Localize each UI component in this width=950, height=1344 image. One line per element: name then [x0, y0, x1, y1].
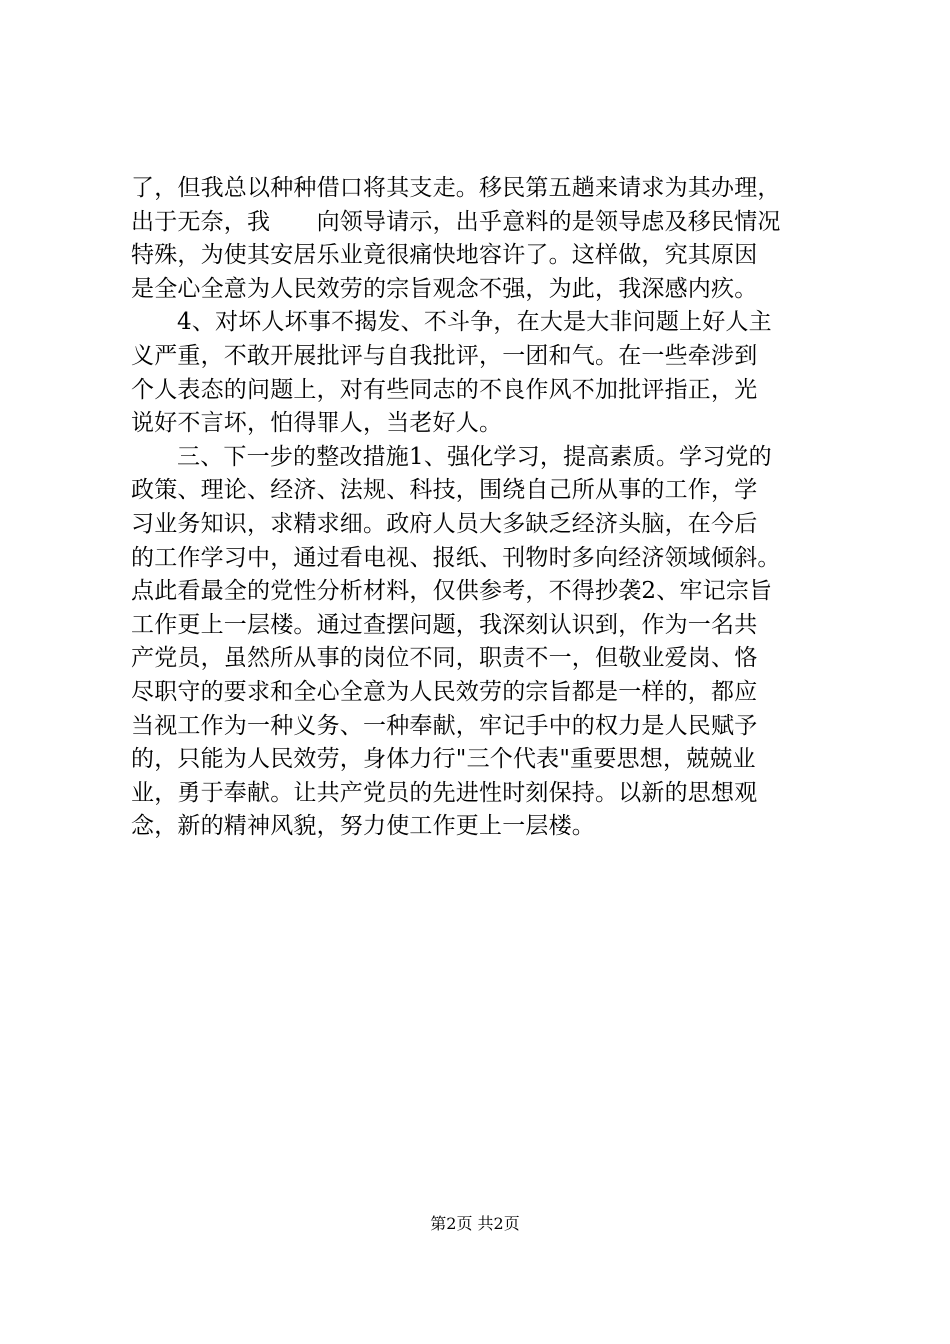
page-number-label: 第2页 共2页: [430, 1214, 520, 1233]
body-line: 尽职守的要求和全心全意为人民效劳的宗旨都是一样的，都应: [131, 678, 758, 705]
body-line: 点此看最全的党性分析材料，仅供参考，不得抄袭2、牢记宗旨: [131, 578, 773, 605]
body-line: 4、对坏人坏事不揭发、不斗争，在大是大非问题上好人主: [177, 309, 772, 336]
body-line: 当视工作为一种义务、一种奉献，牢记手中的权力是人民赋予: [131, 712, 758, 739]
body-line: 说好不言坏，怕得罪人，当老好人。: [131, 410, 503, 437]
body-line: 出于无奈，我 向领导请示，出乎意料的是领导虑及移民情况: [131, 208, 781, 235]
body-line: 的，只能为人民效劳，身体力行"三个代表"重要思想，兢兢业: [131, 746, 756, 773]
body-line: 工作更上一层楼。通过查摆问题，我深刻认识到，作为一名共: [131, 611, 758, 638]
body-line: 特殊，为使其安居乐业竟很痛快地容许了。这样做，究其原因: [131, 242, 758, 269]
body-line: 三、下一步的整改措施1、强化学习，提高素质。学习党的: [177, 443, 772, 470]
body-line: 习业务知识，求精求细。政府人员大多缺乏经济头脑，在今后: [131, 510, 758, 537]
page-footer: [0, 1213, 950, 1235]
document-body: [131, 172, 831, 844]
body-line: 的工作学习中，通过看电视、报纸、刊物时多向经济领域倾斜。: [131, 544, 781, 571]
body-line: 义严重，不敢开展批评与自我批评，一团和气。在一些牵涉到: [131, 342, 758, 369]
body-line: 个人表态的问题上，对有些同志的不良作风不加批评指正，光: [131, 376, 758, 403]
body-line: 政策、理论、经济、法规、科技，围绕自己所从事的工作，学: [131, 477, 758, 504]
body-line: 产党员，虽然所从事的岗位不同，职责不一，但敬业爱岗、恪: [131, 645, 758, 672]
body-line: 是全心全意为人民效劳的宗旨观念不强，为此，我深感内疚。: [131, 275, 758, 302]
body-line: 了，但我总以种种借口将其支走。移民第五趟来请求为其办理，: [131, 175, 781, 201]
body-line: 业，勇于奉献。让共产党员的先进性时刻保持。以新的思想观: [131, 779, 758, 806]
body-line: 念，新的精神风貌，努力使工作更上一层楼。: [131, 813, 595, 840]
